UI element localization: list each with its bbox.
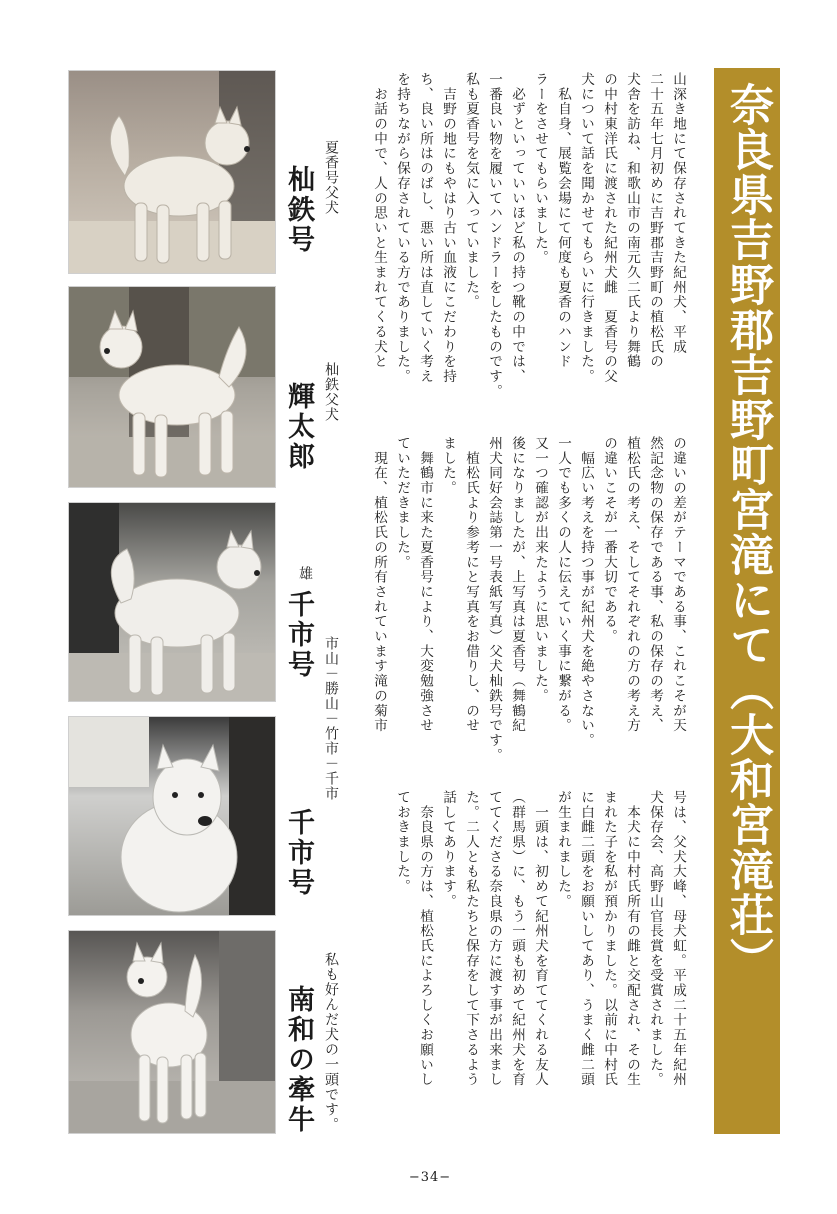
- body-column: を持ちながら保存されている方でありました。: [394, 72, 410, 384]
- caption-name: 南和の牽牛: [283, 985, 314, 1135]
- body-column: ました。: [440, 436, 456, 496]
- body-column: まれた子を私が預かりました。以前に中村氏: [601, 790, 617, 1087]
- body-column: 舞鶴市に来た夏香号により、大変勉強させ: [417, 436, 433, 733]
- body-column: 私自身、展覧会場にて何度も夏香のハンド: [555, 72, 571, 369]
- body-column: ててくださる奈良県の方に渡す事が出来まし: [486, 790, 502, 1087]
- body-column: 後になりましたが、上写真は夏香号（舞鶴紀: [509, 436, 525, 733]
- body-column: 私も夏香号を気に入っていました。: [463, 72, 479, 310]
- body-column: 一番良い物を履いてハンドラーをしたものです。: [486, 72, 502, 399]
- body-column: 現在、植松氏の所有されています滝の菊市: [371, 436, 387, 733]
- body-column: に白雌二頭をお願いしてあり、うまく雌二頭: [578, 790, 594, 1087]
- dog-photo: [68, 502, 276, 702]
- body-column: 植松氏の考え、そしてそれぞれの方の考え方: [624, 436, 640, 733]
- title-sub: （大和宮滝荘）: [722, 667, 773, 982]
- body-column: 山深き地にて保存されてきた紀州犬、平成: [670, 72, 686, 355]
- body-column: 犬舎を訪ね、和歌山市の南元久二氏より舞鶴: [624, 72, 640, 369]
- body-column: 話してあります。: [440, 790, 456, 909]
- dog-photo: [68, 930, 276, 1134]
- body-column: の中村東洋氏に渡された紀州犬雌 夏香号の父: [601, 72, 617, 384]
- body-column: 本犬に中村氏所有の雌と交配され、その生: [624, 790, 640, 1087]
- caption-small: 杣鉄父犬: [323, 362, 339, 422]
- body-column: ち、良い所はのばし、悪い所は直していく考え: [417, 72, 433, 384]
- body-column: 号は、父犬大峰、母犬虹。平成二十五年紀州: [670, 790, 686, 1087]
- body-column: 吉野の地にもやはり古い血液にこだわりを持: [440, 72, 456, 384]
- body-column: ラーをさせてもらいました。: [532, 72, 548, 266]
- caption-small: 雄: [297, 566, 313, 581]
- caption-name: 千市号: [283, 590, 314, 680]
- caption-name: 輝太郎: [283, 382, 314, 472]
- body-column: の違いこそが一番大切である。: [601, 436, 617, 644]
- page-title: [714, 82, 780, 982]
- caption-name: 千市号: [283, 808, 314, 898]
- body-column: （群馬県）に、もう一頭も初めて紀州犬を育: [509, 790, 525, 1087]
- dog-photo: [68, 70, 276, 274]
- body-column: 植松氏より参考にと写真をお借りし、のせ: [463, 436, 479, 733]
- body-column: 二十五年七月初めに吉野郡吉野町の植松氏の: [647, 72, 663, 369]
- body-column: 一人でも多くの人に伝えていく事に繋がる。: [555, 436, 571, 733]
- body-column: 犬について話を聞かせてもらいに行きました。: [578, 72, 594, 384]
- body-column: 必ずといっていいほど私の持つ靴の中では、: [509, 72, 525, 384]
- body-column: 然記念物の保存である事、私の保存の考え、: [647, 436, 663, 733]
- body-column: お話の中で、人の思いと生まれてくる犬と: [371, 72, 387, 369]
- body-column: 幅広い考えを持つ事が紀州犬を絶やさない。: [578, 436, 594, 748]
- body-column: ておきました。: [394, 790, 410, 894]
- body-column: 一頭は、初めて紀州犬を育ててくれる友人: [532, 790, 548, 1087]
- caption-small: 夏香号父犬: [323, 140, 339, 215]
- title-main: 奈良県吉野郡吉野町宮滝にて: [722, 82, 773, 667]
- caption-small: 私も好んだ犬の一頭です。: [323, 952, 339, 1132]
- body-column: 州犬同好会誌第一号表紙写真）父犬杣鉄号です。: [486, 436, 502, 763]
- body-column: ていただきました。: [394, 436, 410, 570]
- body-column: た。二人とも私たちと保存をして下さるよう: [463, 790, 479, 1087]
- body-column: の違いの差がテーマである事、これこそが天: [670, 436, 686, 733]
- caption-name: 杣鉄号: [283, 165, 314, 255]
- body-column: 犬保存会、高野山官長賞を受賞されました。: [647, 790, 663, 1087]
- caption-lineage: 市山－勝山－竹市－千市: [323, 636, 339, 801]
- dog-photo: [68, 716, 276, 916]
- body-column: が生まれました。: [555, 790, 571, 909]
- body-column: 奈良県の方は、植松氏によろしくお願いし: [417, 790, 433, 1087]
- dog-photo: [68, 286, 276, 488]
- body-column: 又一つ確認が出来たように思いました。: [532, 436, 548, 704]
- page-number: −34−: [408, 1170, 452, 1185]
- title-band: [714, 68, 780, 1134]
